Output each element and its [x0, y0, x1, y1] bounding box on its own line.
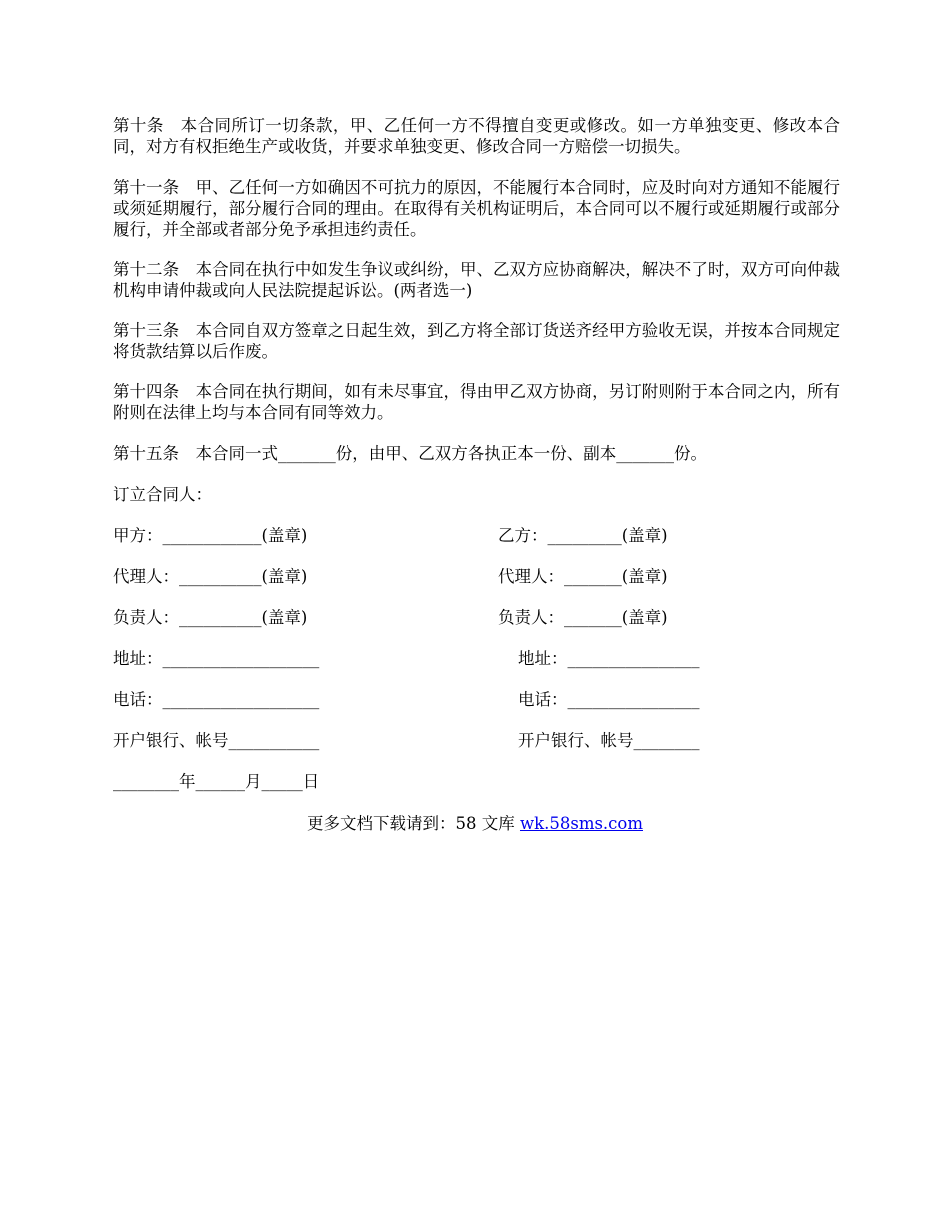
party-a-bank-line: 开户银行、帐号___________ — [113, 731, 320, 750]
article-15: 第十五条 本合同一式_______份，由甲、乙双方各执正本一份、副本_______份。 — [113, 444, 707, 463]
date-line: ________年______月_____日 — [113, 772, 320, 791]
party-a-line: 甲方：____________(盖章) — [113, 526, 308, 545]
article-12: 第十二条 本合同在执行中如发生争议或纠纷，甲、乙双方应协商解决，解决不了时，双方可向仲裁机构申请仲裁或向人民法院提起诉讼。(两者选一) — [113, 260, 840, 300]
footer — [0, 813, 950, 834]
signatories-heading: 订立合同人： — [113, 485, 212, 504]
party-b-principal-line: 负责人：_______(盖章) — [498, 608, 668, 627]
footer-link[interactable]: wk.58sms.com — [519, 814, 643, 833]
party-a-phone-line: 电话：___________________ — [113, 690, 320, 709]
party-b-bank-line: 开户银行、帐号________ — [518, 731, 700, 750]
party-b-agent-line: 代理人：_______(盖章) — [498, 567, 668, 586]
article-13: 第十三条 本合同自双方签章之日起生效，到乙方将全部订货送齐经甲方验收无误，并按本合同规定将货款结算以后作废。 — [113, 321, 840, 361]
article-10: 第十条 本合同所订一切条款，甲、乙任何一方不得擅自变更或修改。如一方单独变更、修改本合同，对方有权拒绝生产或收货，并要求单独变更、修改合同一方赔偿一切损失。 — [113, 116, 840, 156]
party-b-phone-line: 电话：________________ — [518, 690, 700, 709]
article-11: 第十一条 甲、乙任何一方如确因不可抗力的原因，不能履行本合同时，应及时向对方通知不能履行或须延期履行，部分履行合同的理由。在取得有关机构证明后，本合同可以不履行或延期履行或部分履行，并全部或者部分免予承担违约责任。 — [113, 178, 840, 239]
party-a-address-line: 地址：___________________ — [113, 649, 320, 668]
party-a-agent-line: 代理人：__________(盖章) — [113, 567, 308, 586]
party-b-address-line: 地址：________________ — [518, 649, 700, 668]
party-a-principal-line: 负责人：__________(盖章) — [113, 608, 308, 627]
party-b-line: 乙方：_________(盖章) — [498, 526, 668, 545]
footer-text: 更多文档下载请到：58 文库 — [306, 814, 520, 833]
article-14: 第十四条 本合同在执行期间，如有未尽事宜，得由甲乙双方协商，另订附则附于本合同之内，所有附则在法律上均与本合同有同等效力。 — [113, 382, 840, 422]
